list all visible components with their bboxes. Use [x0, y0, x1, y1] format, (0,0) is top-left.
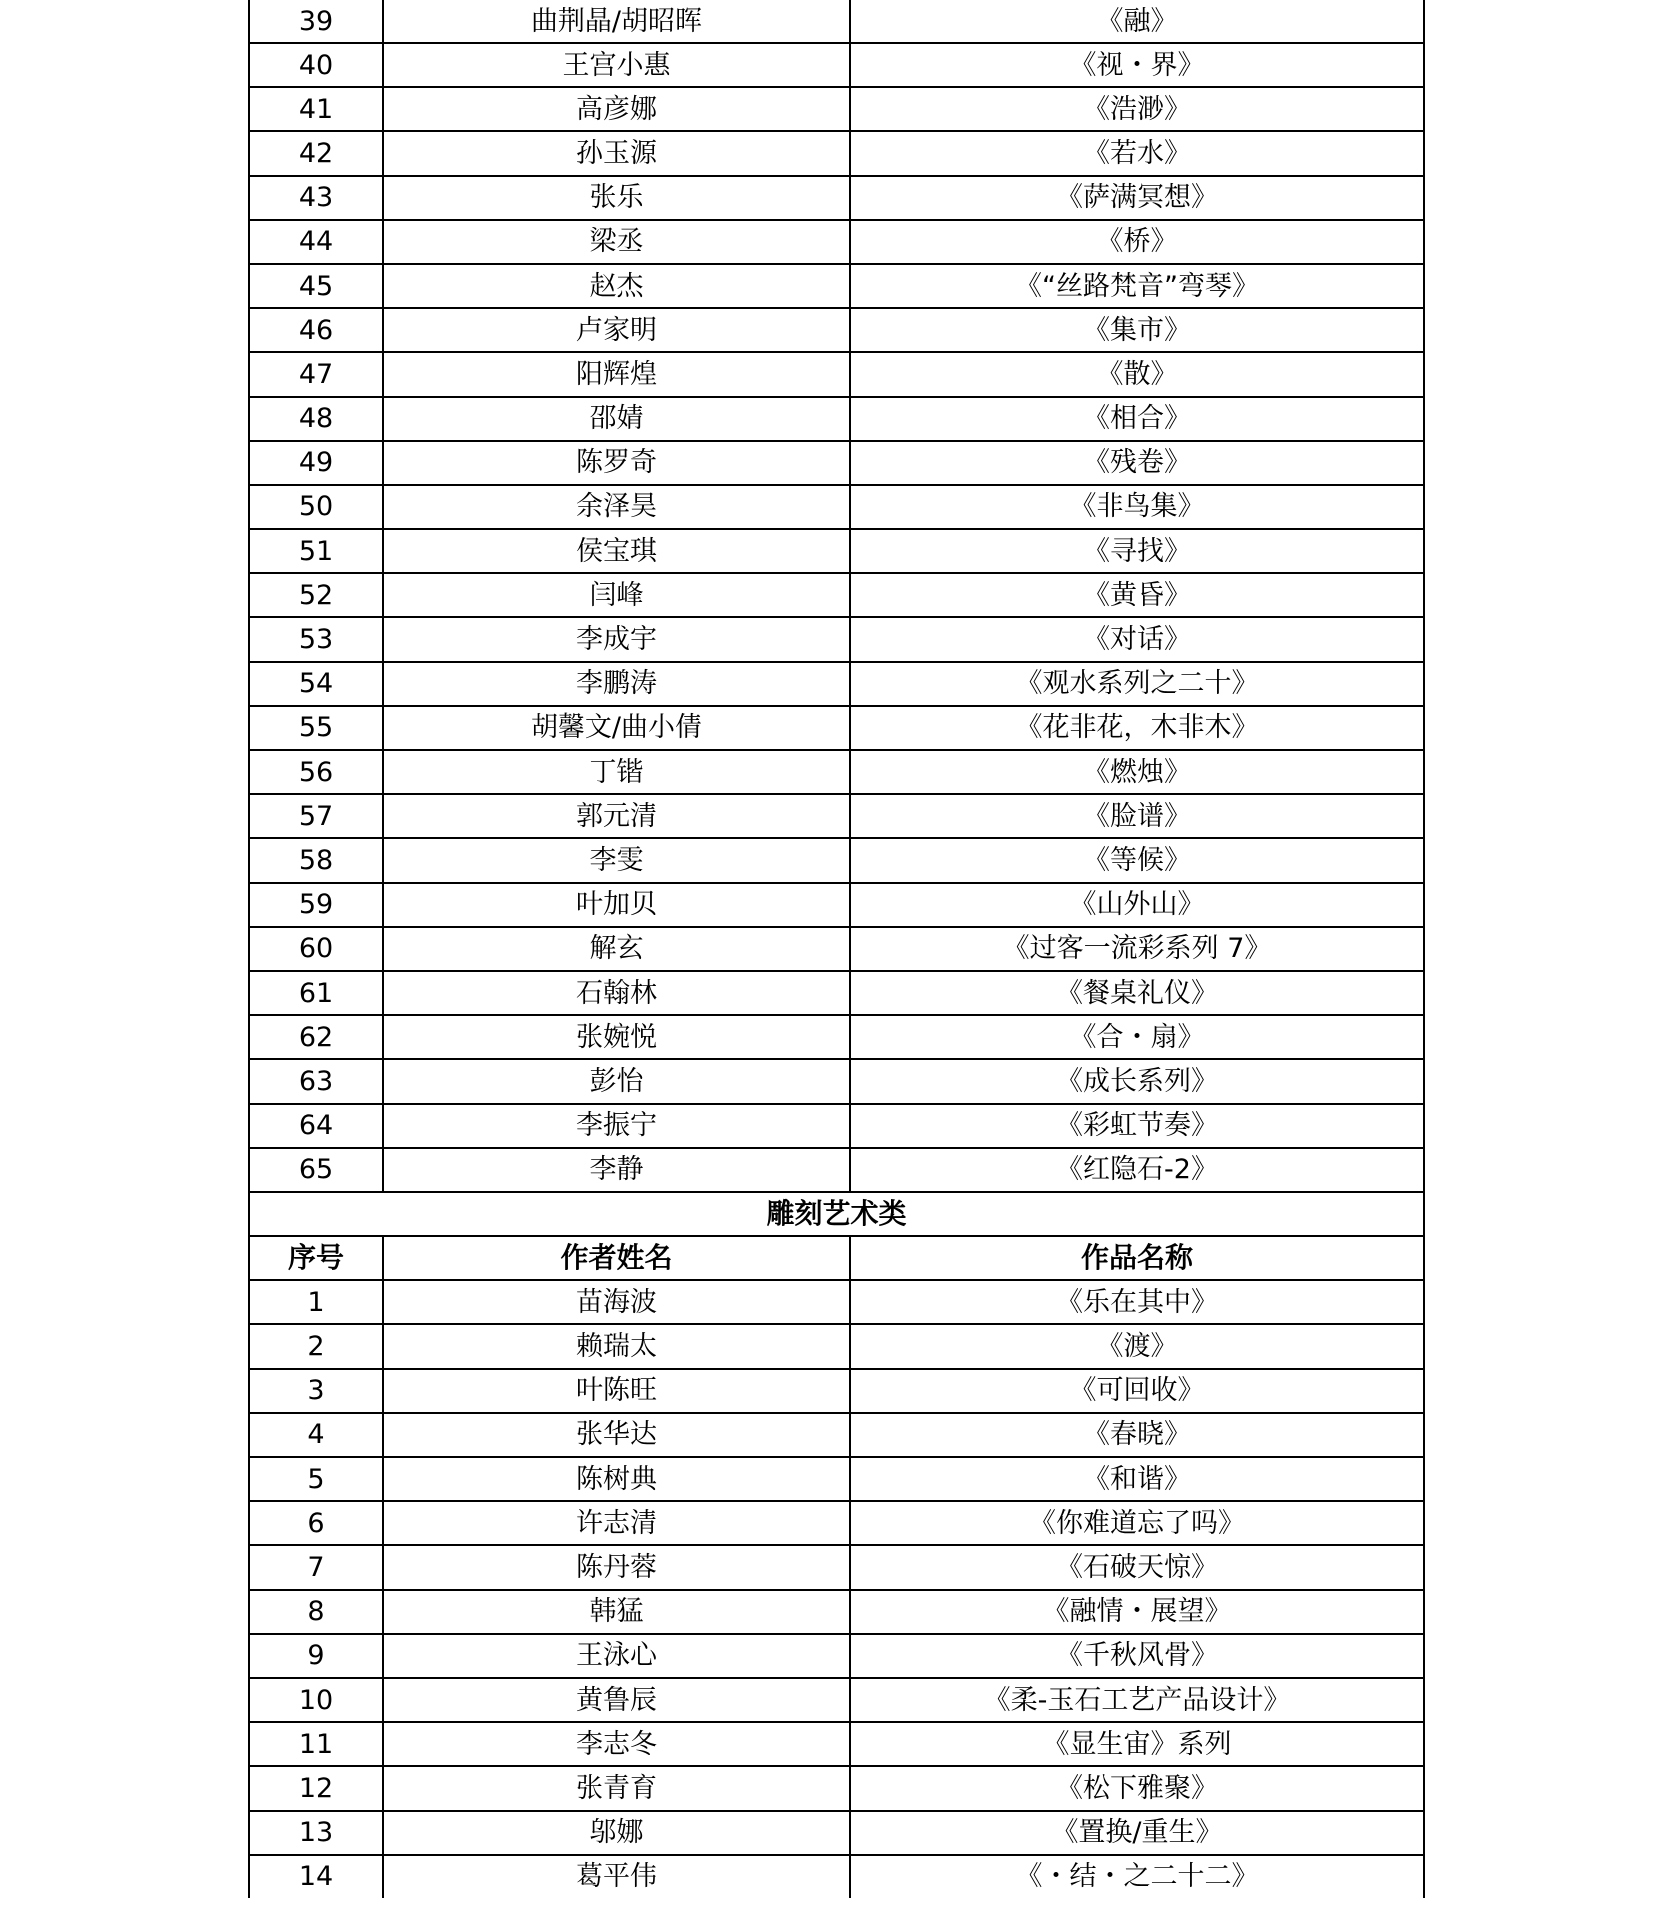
work-title-cell: 《显生宙》系列 — [850, 1722, 1424, 1766]
entries-table-body — [249, 0, 1424, 1898]
table-row — [249, 1059, 1424, 1103]
author-cell: 李雯 — [383, 838, 850, 882]
author-cell: 李鹏涛 — [383, 662, 850, 706]
number-cell: 60 — [249, 927, 383, 971]
table-row — [249, 1590, 1424, 1634]
work-title-cell: 《脸谱》 — [850, 794, 1424, 838]
author-cell: 孙玉源 — [383, 131, 850, 175]
number-cell: 7 — [249, 1545, 383, 1589]
author-cell: 赖瑞太 — [383, 1324, 850, 1368]
author-cell: 王泳心 — [383, 1634, 850, 1678]
table-row — [249, 1722, 1424, 1766]
work-title-cell: 《融情・展望》 — [850, 1590, 1424, 1634]
work-title-cell: 《春晓》 — [850, 1413, 1424, 1457]
work-title-cell: 《花非花，木非木》 — [850, 706, 1424, 750]
author-cell: 李志冬 — [383, 1722, 850, 1766]
number-cell: 62 — [249, 1015, 383, 1059]
author-cell: 石翰林 — [383, 971, 850, 1015]
work-title-cell: 《融》 — [850, 0, 1424, 43]
author-cell: 丁锴 — [383, 750, 850, 794]
author-cell: 曲荆晶/胡昭晖 — [383, 0, 850, 43]
author-cell: 解玄 — [383, 927, 850, 971]
number-cell: 51 — [249, 529, 383, 573]
author-cell: 李静 — [383, 1148, 850, 1192]
table-row — [249, 662, 1424, 706]
work-title-cell: 《过客一流彩系列 7》 — [850, 927, 1424, 971]
number-cell: 2 — [249, 1324, 383, 1368]
number-cell: 54 — [249, 662, 383, 706]
table-row — [249, 220, 1424, 264]
work-title-cell: 《柔-玉石工艺产品设计》 — [850, 1678, 1424, 1722]
work-title-cell: 《山外山》 — [850, 883, 1424, 927]
author-cell: 卢家明 — [383, 308, 850, 352]
author-cell: 张华达 — [383, 1413, 850, 1457]
number-cell: 56 — [249, 750, 383, 794]
number-cell: 10 — [249, 1678, 383, 1722]
work-title-cell: 《散》 — [850, 352, 1424, 396]
table-row — [249, 838, 1424, 882]
author-cell: 胡馨文/曲小倩 — [383, 706, 850, 750]
work-title-cell: 《非鸟集》 — [850, 485, 1424, 529]
work-title-cell: 《置换/重生》 — [850, 1811, 1424, 1855]
number-cell: 8 — [249, 1590, 383, 1634]
number-cell: 9 — [249, 1634, 383, 1678]
author-cell: 叶陈旺 — [383, 1369, 850, 1413]
number-cell: 5 — [249, 1457, 383, 1501]
table-row — [249, 1545, 1424, 1589]
table-row — [249, 617, 1424, 661]
work-title-cell: 《可回收》 — [850, 1369, 1424, 1413]
table-row — [249, 1634, 1424, 1678]
section-title-row — [249, 1192, 1424, 1236]
number-cell: 64 — [249, 1104, 383, 1148]
number-cell: 4 — [249, 1413, 383, 1457]
work-title-cell: 《和谐》 — [850, 1457, 1424, 1501]
table-row — [249, 1766, 1424, 1810]
work-title-cell: 作品名称 — [850, 1236, 1424, 1280]
author-cell: 苗海波 — [383, 1280, 850, 1324]
section-title: 雕刻艺术类 — [249, 1192, 1424, 1236]
number-cell: 52 — [249, 573, 383, 617]
work-title-cell: 《成长系列》 — [850, 1059, 1424, 1103]
number-cell: 40 — [249, 43, 383, 87]
table-row — [249, 883, 1424, 927]
table-row — [249, 1501, 1424, 1545]
work-title-cell: 《你难道忘了吗》 — [850, 1501, 1424, 1545]
author-cell: 张乐 — [383, 176, 850, 220]
author-cell: 张婉悦 — [383, 1015, 850, 1059]
number-cell: 55 — [249, 706, 383, 750]
number-cell: 63 — [249, 1059, 383, 1103]
author-cell: 陈罗奇 — [383, 441, 850, 485]
table-row — [249, 1413, 1424, 1457]
author-cell: 许志清 — [383, 1501, 850, 1545]
table-row — [249, 971, 1424, 1015]
author-cell: 陈丹蓉 — [383, 1545, 850, 1589]
table-row — [249, 927, 1424, 971]
table-row — [249, 1855, 1424, 1898]
work-title-cell: 《乐在其中》 — [850, 1280, 1424, 1324]
number-cell: 14 — [249, 1855, 383, 1898]
table-row — [249, 750, 1424, 794]
work-title-cell: 《・结・之二十二》 — [850, 1855, 1424, 1898]
number-cell: 39 — [249, 0, 383, 43]
work-title-cell: 《红隐石-2》 — [850, 1148, 1424, 1192]
table-row — [249, 573, 1424, 617]
entries-table — [248, 0, 1425, 1898]
number-cell: 43 — [249, 176, 383, 220]
table-row — [249, 87, 1424, 131]
number-cell: 42 — [249, 131, 383, 175]
author-cell: 黄鲁辰 — [383, 1678, 850, 1722]
table-row — [249, 706, 1424, 750]
work-title-cell: 《萨满冥想》 — [850, 176, 1424, 220]
number-cell: 59 — [249, 883, 383, 927]
author-cell: 张青育 — [383, 1766, 850, 1810]
work-title-cell: 《残卷》 — [850, 441, 1424, 485]
work-title-cell: 《对话》 — [850, 617, 1424, 661]
work-title-cell: 《石破天惊》 — [850, 1545, 1424, 1589]
table-row — [249, 308, 1424, 352]
table-row — [249, 131, 1424, 175]
author-cell: 邬娜 — [383, 1811, 850, 1855]
work-title-cell: 《若水》 — [850, 131, 1424, 175]
table-row — [249, 1369, 1424, 1413]
work-title-cell: 《集市》 — [850, 308, 1424, 352]
author-cell: 王宫小惠 — [383, 43, 850, 87]
work-title-cell: 《寻找》 — [850, 529, 1424, 573]
work-title-cell: 《餐桌礼仪》 — [850, 971, 1424, 1015]
table-row — [249, 1324, 1424, 1368]
work-title-cell: 《彩虹节奏》 — [850, 1104, 1424, 1148]
table-row — [249, 529, 1424, 573]
table-row — [249, 1811, 1424, 1855]
author-cell: 陈树典 — [383, 1457, 850, 1501]
number-cell: 44 — [249, 220, 383, 264]
table-row — [249, 1148, 1424, 1192]
author-cell: 邵婧 — [383, 397, 850, 441]
number-cell: 41 — [249, 87, 383, 131]
number-cell: 48 — [249, 397, 383, 441]
work-title-cell: 《松下雅聚》 — [850, 1766, 1424, 1810]
number-cell: 50 — [249, 485, 383, 529]
number-cell: 1 — [249, 1280, 383, 1324]
table-row — [249, 352, 1424, 396]
table-row — [249, 1104, 1424, 1148]
number-cell: 13 — [249, 1811, 383, 1855]
number-cell: 57 — [249, 794, 383, 838]
author-cell: 作者姓名 — [383, 1236, 850, 1280]
number-cell: 49 — [249, 441, 383, 485]
author-cell: 闫峰 — [383, 573, 850, 617]
number-cell: 46 — [249, 308, 383, 352]
table-row — [249, 176, 1424, 220]
table-row — [249, 397, 1424, 441]
work-title-cell: 《“丝路梵音”弯琴》 — [850, 264, 1424, 308]
table-row — [249, 1015, 1424, 1059]
table-row — [249, 264, 1424, 308]
author-cell: 梁丞 — [383, 220, 850, 264]
work-title-cell: 《相合》 — [850, 397, 1424, 441]
number-cell: 47 — [249, 352, 383, 396]
table-row — [249, 1457, 1424, 1501]
document-page — [248, 0, 1423, 1898]
table-row — [249, 794, 1424, 838]
number-cell: 12 — [249, 1766, 383, 1810]
work-title-cell: 《观水系列之二十》 — [850, 662, 1424, 706]
author-cell: 阳辉煌 — [383, 352, 850, 396]
work-title-cell: 《等候》 — [850, 838, 1424, 882]
number-cell: 53 — [249, 617, 383, 661]
author-cell: 侯宝琪 — [383, 529, 850, 573]
table-row — [249, 1280, 1424, 1324]
author-cell: 郭元清 — [383, 794, 850, 838]
number-cell: 45 — [249, 264, 383, 308]
author-cell: 韩猛 — [383, 1590, 850, 1634]
table-row — [249, 485, 1424, 529]
author-cell: 葛平伟 — [383, 1855, 850, 1898]
number-cell: 11 — [249, 1722, 383, 1766]
work-title-cell: 《浩渺》 — [850, 87, 1424, 131]
column-header-row — [249, 1236, 1424, 1280]
work-title-cell: 《燃烛》 — [850, 750, 1424, 794]
work-title-cell: 《千秋风骨》 — [850, 1634, 1424, 1678]
number-cell: 序号 — [249, 1236, 383, 1280]
table-row — [249, 1678, 1424, 1722]
author-cell: 叶加贝 — [383, 883, 850, 927]
number-cell: 61 — [249, 971, 383, 1015]
table-row — [249, 0, 1424, 43]
author-cell: 彭怡 — [383, 1059, 850, 1103]
number-cell: 6 — [249, 1501, 383, 1545]
work-title-cell: 《桥》 — [850, 220, 1424, 264]
work-title-cell: 《视・界》 — [850, 43, 1424, 87]
author-cell: 李振宁 — [383, 1104, 850, 1148]
table-row — [249, 441, 1424, 485]
author-cell: 李成宇 — [383, 617, 850, 661]
work-title-cell: 《黄昏》 — [850, 573, 1424, 617]
number-cell: 65 — [249, 1148, 383, 1192]
author-cell: 高彦娜 — [383, 87, 850, 131]
number-cell: 58 — [249, 838, 383, 882]
author-cell: 赵杰 — [383, 264, 850, 308]
work-title-cell: 《合・扇》 — [850, 1015, 1424, 1059]
table-row — [249, 43, 1424, 87]
author-cell: 余泽昊 — [383, 485, 850, 529]
work-title-cell: 《渡》 — [850, 1324, 1424, 1368]
number-cell: 3 — [249, 1369, 383, 1413]
